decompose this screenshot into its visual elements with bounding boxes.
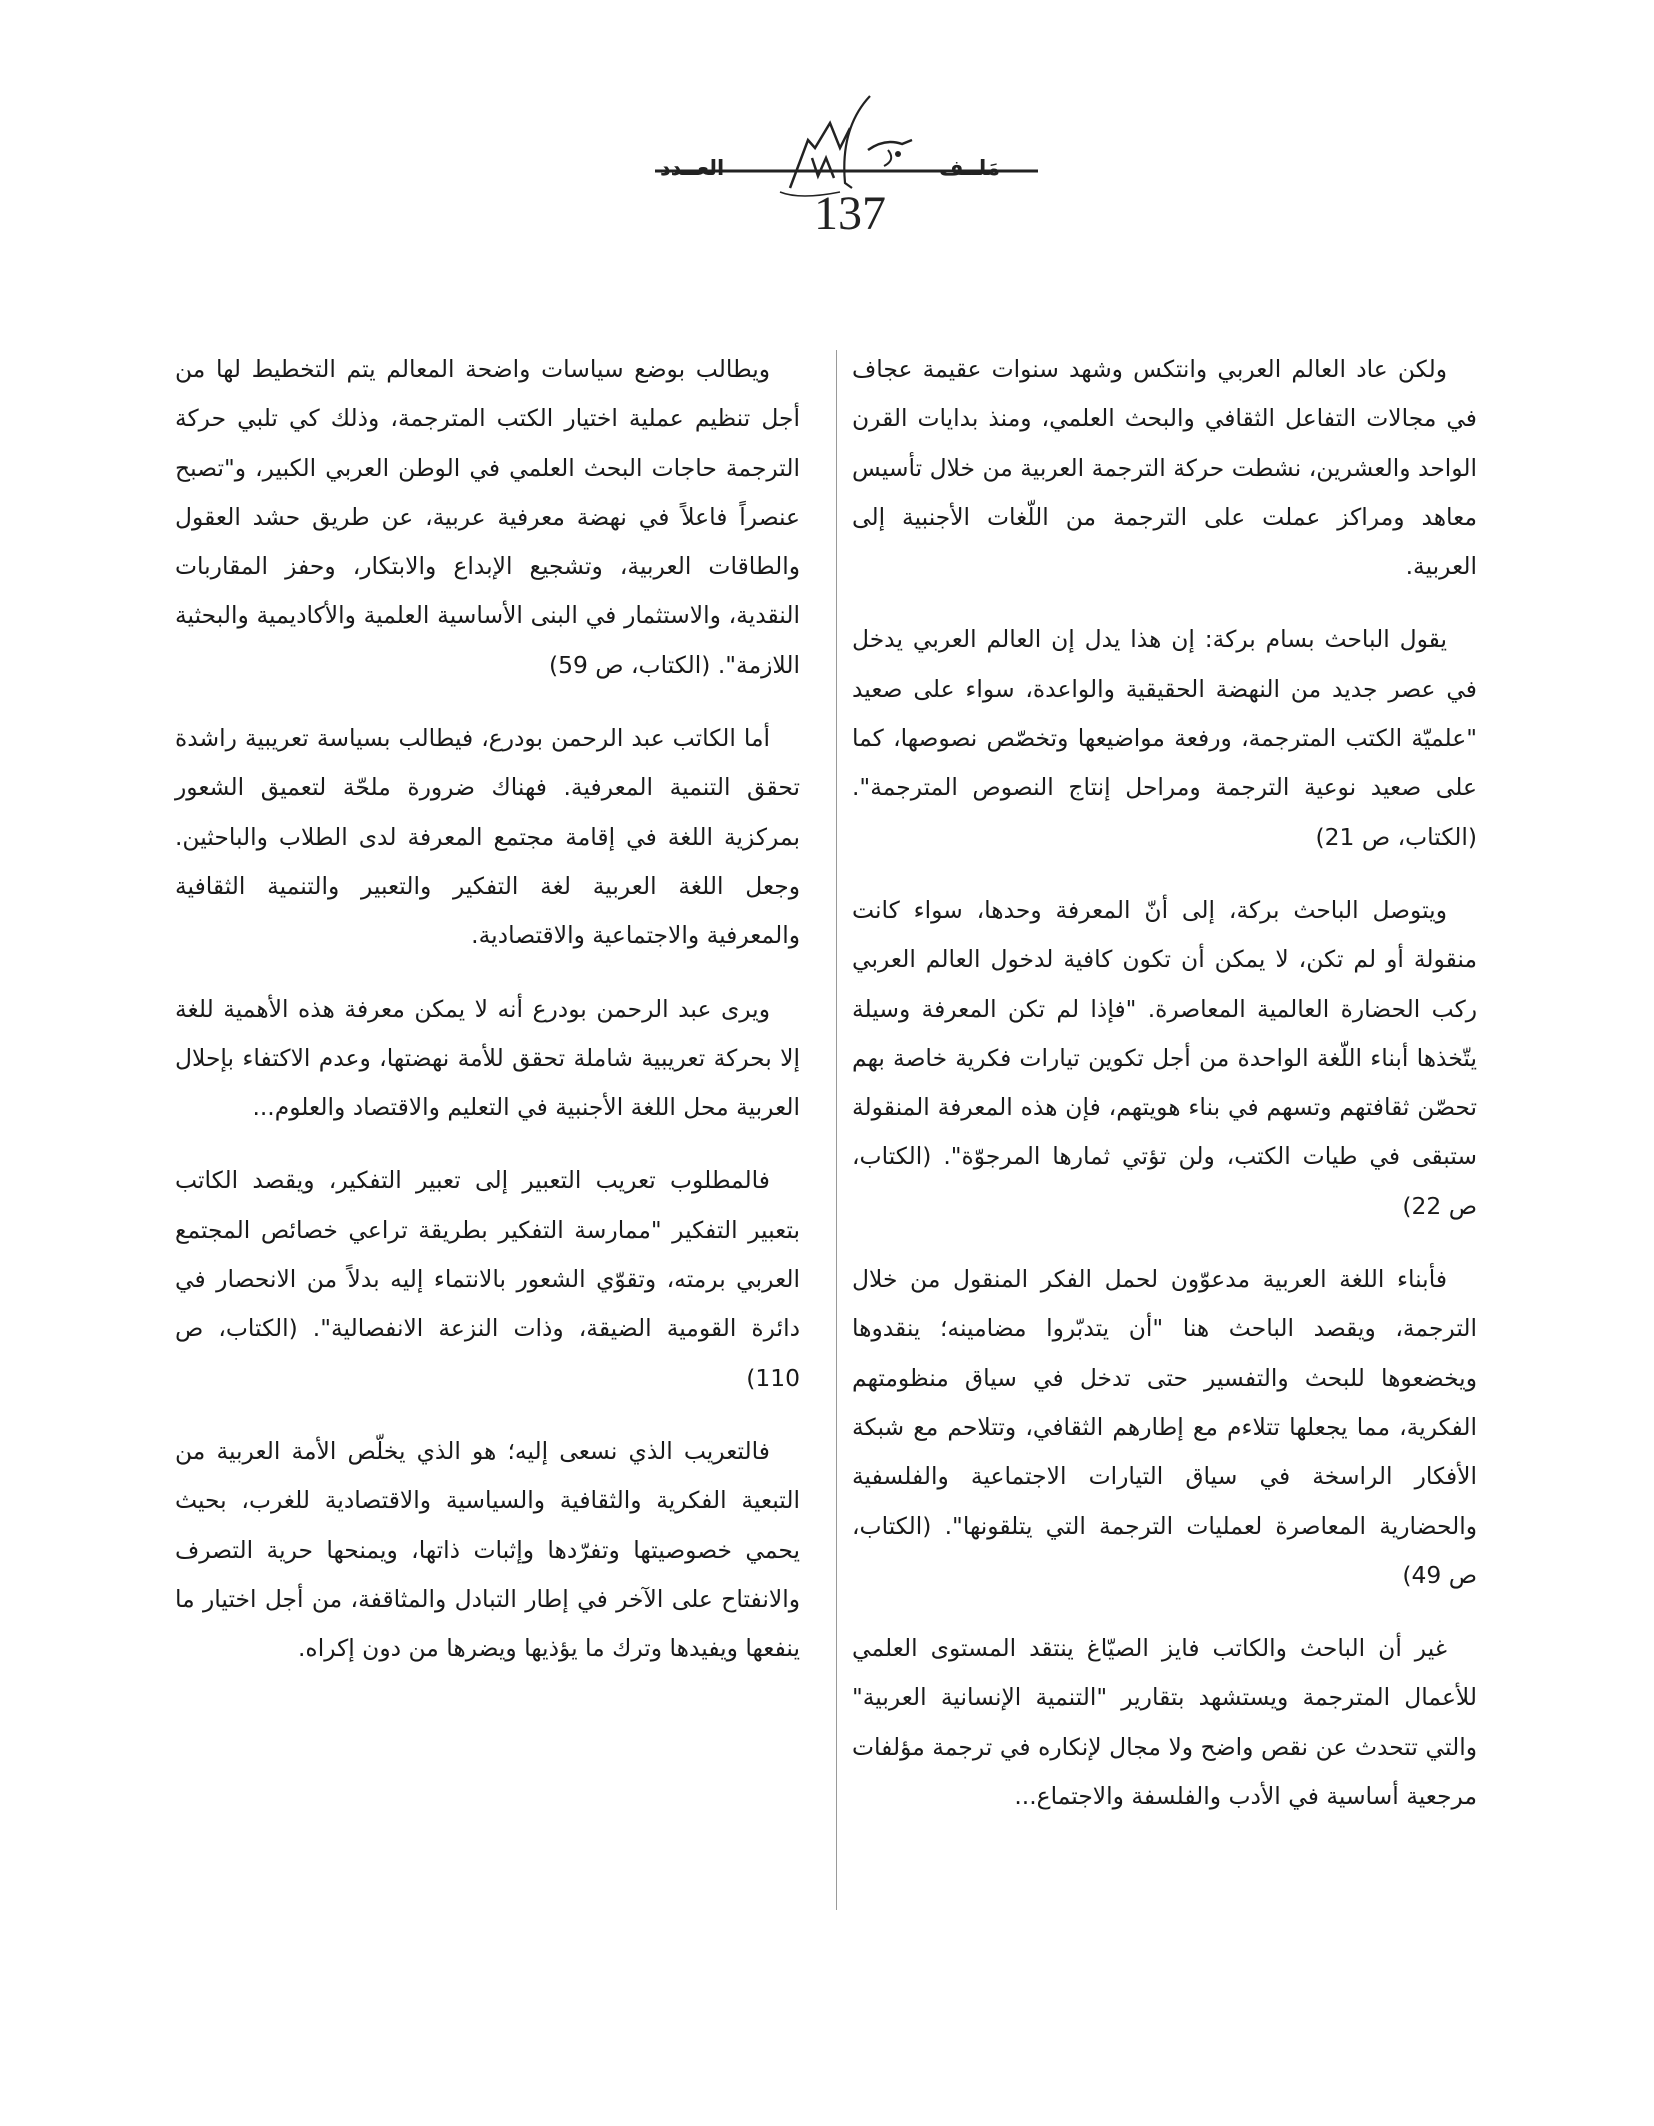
column-divider bbox=[836, 350, 837, 1910]
issue-label: العــدد bbox=[660, 156, 725, 180]
page-header bbox=[640, 88, 1060, 248]
right-column bbox=[852, 345, 1477, 1975]
paragraph: يقول الباحث بسام بركة: إن هذا يدل إن العالم العربي يدخل في عصر جديد من النهضة الحقيقية والواعدة، سواء على صعيد "علميّة الكتب المترجمة، ورفعة مواضيعها وتخصّص نصوصها، كما على صعيد نوعية الترجمة ومراحل إنتاج النصوص المترجمة". (الكتاب، ص 21) bbox=[852, 625, 1477, 851]
paragraph: فأبناء اللغة العربية مدعوّون لحمل الفكر المنقول من خلال الترجمة، ويقصد الباحث هنا "أن يتدبّروا مضامينه؛ ينقدوها ويخضعوها للبحث والتفسير حتى تدخل في سياق منظومتهم الفكرية، مما يجعلها تتلاءم مع إطارهم الثقافي، وتتلاحم مع شبكة الأفكار الراسخة في سياق التيارات الاجتماعية والفلسفية والحضارية المعاصرة لعمليات الترجمة التي يتلقونها". (الكتاب، ص 49) bbox=[852, 1265, 1477, 1589]
paragraph: ويتوصل الباحث بركة، إلى أنّ المعرفة وحدها، سواء كانت منقولة أو لم تكن، لا يمكن أن تكون كافية لدخول العالم العربي ركب الحضارة العالمية المعاصرة. "فإذا لم تكن المعرفة وسيلة يتّخذها أبناء اللّغة الواحدة من أجل تكوين تيارات فكرية خاصة بهم تحصّن ثقافتهم وتسهم في بناء هويتهم، فإن هذه المعرفة المنقولة ستبقى في طيات الكتب، ولن تؤتي ثمارها المرجوّة". (الكتاب، ص 22) bbox=[852, 895, 1477, 1220]
left-column bbox=[175, 345, 800, 1975]
article-body bbox=[175, 345, 1477, 1975]
paragraph: ويرى عبد الرحمن بودرع أنه لا يمكن معرفة هذه الأهمية للغة إلا بحركة تعريبية شاملة تحقق للأمة نهضتها، وعدم الاكتفاء بإحلال العربية محل اللغة الأجنبية في التعليم والاقتصاد والعلوم... bbox=[175, 994, 800, 1122]
paragraph: ويطالب بوضع سياسات واضحة المعالم يتم التخطيط لها من أجل تنظيم عملية اختيار الكتب المترجمة، وذلك كي تلبي حركة الترجمة حاجات البحث العلمي في الوطن العربي الكبير، و"تصبح عنصراً فاعلاً في نهضة معرفية عربية، عن طريق حشد العقول والطاقات العربية، وتشجيع الإبداع والابتكار، وحفز المقاربات النقدية، والاستثمار في البنى الأساسية العلمية والأكاديمية والبحثية اللازمة". (الكتاب، ص 59) bbox=[175, 355, 800, 679]
paragraph: غير أن الباحث والكاتب فايز الصيّاغ ينتقد المستوى العلمي للأعمال المترجمة ويستشهد بتقارير "التنمية الإنسانية العربية" والتي تتحدث عن نقص واضح ولا مجال لإنكاره في ترجمة مؤلفات مرجعية أساسية في الأدب والفلسفة والاجتماع... bbox=[852, 1634, 1477, 1811]
paragraph: أما الكاتب عبد الرحمن بودرع، فيطالب بسياسة تعريبية راشدة تحقق التنمية المعرفية. فهناك ضرورة ملحّة لتعميق الشعور بمركزية اللغة في إقامة مجتمع المعرفة لدى الطلاب والباحثين. وجعل اللغة العربية لغة التفكير والتعبير والتنمية الثقافية والمعرفية والاجتماعية والاقتصادية. bbox=[175, 724, 800, 950]
paragraph: فالمطلوب تعريب التعبير إلى تعبير التفكير، ويقصد الكاتب بتعبير التفكير "ممارسة التفكير بطريقة تراعي خصائص المجتمع العربي برمته، وتقوّي الشعور بالانتماء إليه بدلاً من الانحصار في دائرة القومية الضيقة، وذات النزعة الانفصالية". (الكتاب، ص 110) bbox=[175, 1166, 800, 1392]
paragraph: ولكن عاد العالم العربي وانتكس وشهد سنوات عقيمة عجاف في مجالات التفاعل الثقافي والبحث العلمي، ومنذ بدايات القرن الواحد والعشرين، نشطت حركة الترجمة العربية من خلال تأسيس معاهد ومراكز عملت على الترجمة من اللّغات الأجنبية إلى العربية. bbox=[852, 355, 1477, 581]
section-label: مَلــف bbox=[939, 156, 1000, 180]
paragraph: فالتعريب الذي نسعى إليه؛ هو الذي يخلّص الأمة العربية من التبعية الفكرية والثقافية والسياسية والاقتصادية للغرب، بحيث يحمي خصوصيتها وتفرّدها وإثبات ذاتها، ويمنحها حرية التصرف والانفتاح على الآخر في إطار التبادل والمثاقفة، من أجل اختيار ما ينفعها ويفيدها وترك ما يؤذيها ويضرها من دون إكراه. bbox=[175, 1436, 800, 1663]
page-number: 137 bbox=[814, 187, 886, 240]
